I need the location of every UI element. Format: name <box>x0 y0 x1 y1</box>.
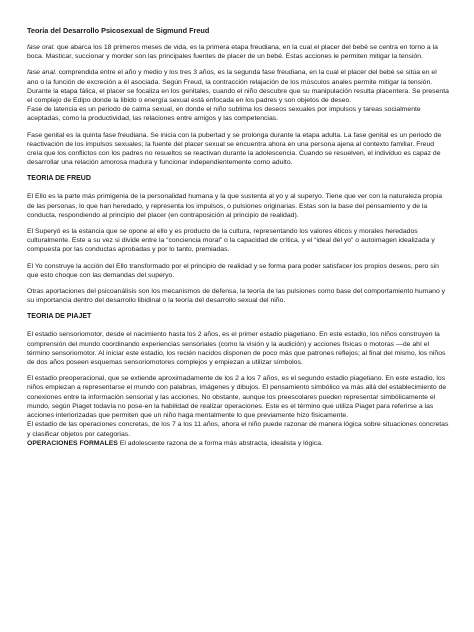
anal-phase-term: fase anal. <box>27 69 57 77</box>
freud-theory-heading: TEORIA DE FREUD <box>27 175 91 183</box>
yo-paragraph: El Yo construye la acción del Ello transformado por el principio de realidad y se forma para poder satisfacer los propios deseos, pero sin que esto choque con las demandas del superyo. <box>27 262 439 279</box>
oral-phase-text: que abarca los 18 primeros meses de vida, es la primera etapa freudiana, en la cual el placer del bebé se centra en torno a la boca. Masticar, succionar y morder son las principales fuentes de placer de un bebé. Estas acciones le permiten mitigar la tensión. <box>27 44 438 61</box>
anal-phase-text: comprendida entre el año y medio y los tres 3 años, es la segunda fase freudiana, en la cual el placer del bebé se sitúa en el ano o la función de excreción a él asociada. Según Freud, la contracción relajación de los músculos anales permite mitigar la tensión. <box>27 69 437 86</box>
oral-phase-paragraph <box>27 43 449 61</box>
ello-paragraph: El Ello es la parte más primigenia de la personalidad humana y la que sustenta al yo y al superyo. Tiene que ver con la naturaleza propia de las personas, lo que han heredado, y representa los impulsos, o pulsiones originarias. Estas son la base del pensamiento y de la conducta, respondiendo al principio del placer (en contraposición al principio de realidad). <box>27 193 443 219</box>
piaget-theory-heading: TEORIA DE PIAJET <box>27 313 92 321</box>
formal-operations-paragraph <box>27 439 449 448</box>
formal-operations-term: OPERACIONES FORMALES <box>27 439 118 447</box>
other-contributions-paragraph: Otras aportaciones del psicoanálisis son los mecanismos de defensa, la teoría de las pulsiones como base del comportamiento humano y su importancia dentro del desarrollo libidinal o la teoría del desarrollo sexual del niño. <box>27 288 446 305</box>
sensoriomotor-paragraph: El estadio sensoriomotor, desde el nacimiento hasta los 2 años, es el primer estadio piagetiano. En este estadio, los niños construyen la comprensión del mundo coordinando experiencias sensoriales (como la visión y la audición) y acciones físicas o motoras —de ahí el término sensoriomotor. Al iniciar este estadio, los recién nacidos disponen de poco más que patrones reflejos; al final del mismo, los niños de dos años poseen esquemas sensoriomotores complejos y empiezan a utilizar símbolos. <box>27 331 446 367</box>
superyo-paragraph: El Superyó es la estancia que se opone al ello y es producto de la cultura, representando los valores éticos y morales heredados culturalmente. Este a su vez si divide entre la “conciencia moral” o la capacidad de crítica, y el “ideal del yo” o autoimagen idealizada y compuesta por las conductas aprobadas y por lo tanto, premiadas. <box>27 228 435 254</box>
concrete-operations-paragraph: El estadio de las operaciones concretas, de los 7 a los 11 años, ahora el niño puede razonar de manera lógica sobre situaciones concretas y clasificar objetos por categorias. <box>27 421 449 438</box>
document-title: Teoría del Desarrollo Psicosexual de Sigmund Freud <box>27 26 210 35</box>
preoperacional-paragraph: El estadio preoperacional, que se extiende aproximadamente de los 2 a los 7 años, es el segundo estadio piagetiano. En este estadio, los niños empiezan a representarse el mundo con palabras, imágenes y dibujos. El pensamiento simbólico va más allá del establecimiento de conexiones entre la información sensorial y las acciones. No obstante, aunque los preescolares pueden representar simbólicamente el mundo, según Piaget todavía no pose-en la habilidad de realizar operaciones. Este es el término que utiliza Piaget para referirse a las acciones interiorizadas que permiten que un niño haga mentalmente lo que previamente hizo físicamente. <box>27 375 447 420</box>
formal-operations-text: El adolescente razona de a forma más abstracta, idealista y lógica. <box>117 439 323 447</box>
oral-phase-term: fase oral. <box>27 44 56 51</box>
latency-phase-paragraph: Fase de latencia es un periodo de calma sexual, en donde el niño sublima los deseos sexuales por impulsos y tareas socialmente aceptadas, como la productividad, las relaciones entre amigos y las competencias. <box>27 106 421 123</box>
phallic-phase-paragraph: Durante la etapa fálica, el placer se focaliza en los genitales, cuando el niño descubre que su manipulación resulta placentera. Se presenta el complejo de Edipo donde la libido o energía sexual está enfocada en los padres y son objetos de deseo. <box>27 87 449 105</box>
genital-phase-paragraph: Fase genital es la quinta fase freudiana. Se inicia con la pubertad y se prolonga durante la etapa adulta. La fase genital es un periodo de reactivación de los impulsos sexuales; la fuente del placer sexual se encuentra ahora en una persona ajena al contexto familiar. Freud creía que los conflictos con los padres no resueltos se reactivan durante la adolescencia. Cuando se resuelven, el individuo es capaz de desarrollar una relación amorosa madura y funcionar independientemente como adulto. <box>27 131 442 167</box>
anal-phase-paragraph <box>27 68 449 86</box>
